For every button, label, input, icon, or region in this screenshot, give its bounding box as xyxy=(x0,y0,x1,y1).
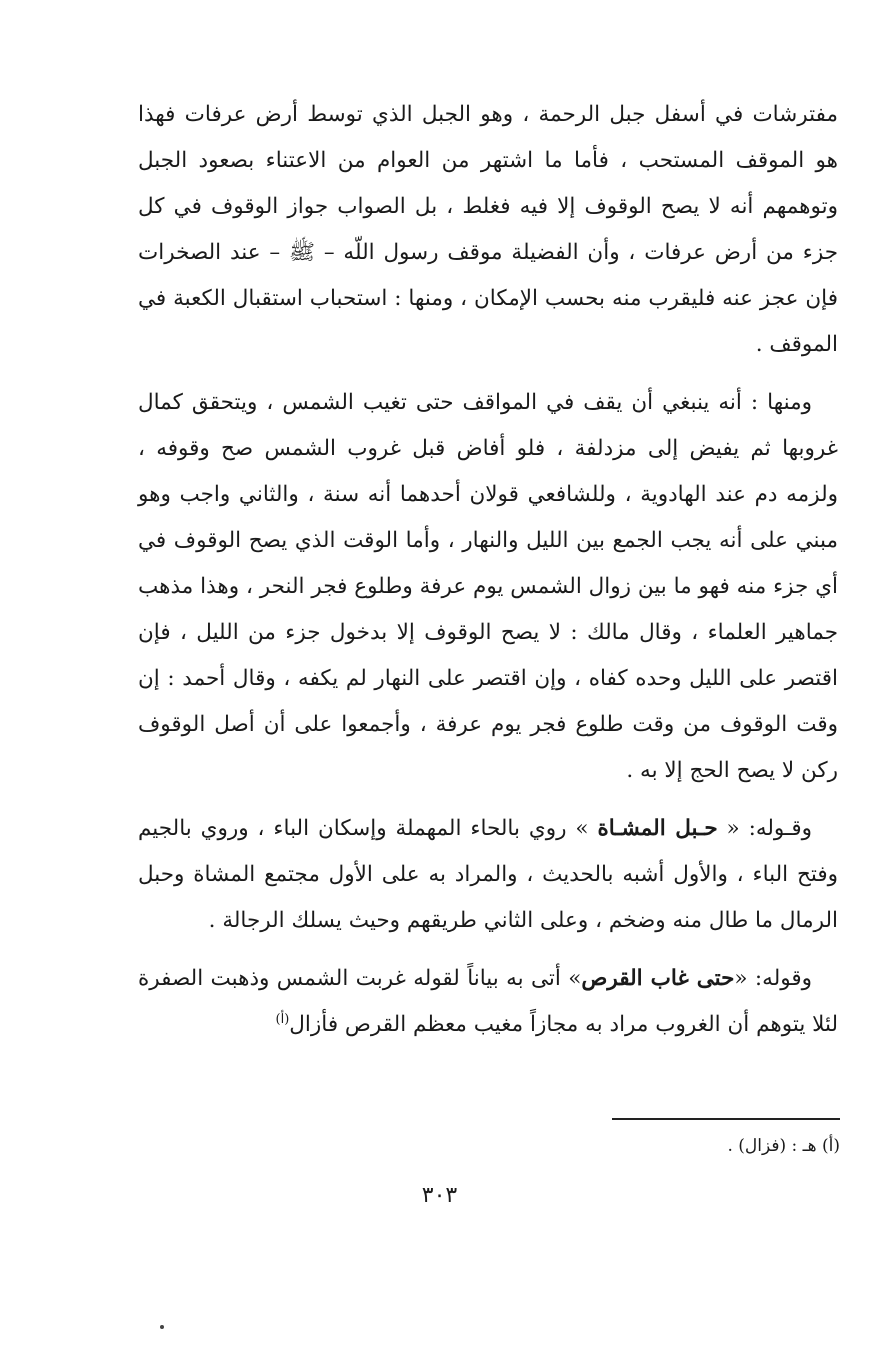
quoted-phrase: حـبل المشـاة xyxy=(597,816,718,841)
paragraph xyxy=(138,806,838,944)
page-number: ٣٠٣ xyxy=(421,1183,458,1208)
paragraph-text: ومنها : أنه ينبغي أن يقف في المواقف حتى تغيب الشمس ، ويتحقق كمال غروبها ثم يفيض إلى مزدلفة ، فلو أفاض قبل غروب الشمس صح وقوفه ، ولزمه دم عند الهادوية ، وللشافعي قولان أحدهما أنه سنة ، والثاني واجب وهو مبني على أنه يجب الجمع بين الليل والنهار ، وأما الوقت الذي يصح الوقوف في أي جزء منه فهو ما بين زوال الشمس يوم عرفة وطلوع فجر النحر ، وهذا مذهب جماهير العلماء ، وقال مالك : لا يصح الوقوف إلا بدخول جزء من الليل ، فإن اقتصر على الليل وحده كفاه ، وإن اقتصر على النهار لم يكفه ، وقال أحمد : إن وقت الوقوف من وقت طلوع فجر يوم عرفة ، وأجمعوا على أن أصل الوقوف ركن لا يصح الحج إلا به . xyxy=(138,390,838,783)
paragraph-text: » أتى به بياناً لقوله غربت الشمس وذهبت الصفرة لئلا يتوهم أن الغروب مراد به مجازاً مغيب معظم القرص فأزال xyxy=(138,966,838,1037)
footnote: (أ) هـ : (فزال) . xyxy=(727,1136,840,1156)
paragraph-text: » روي بالحاء المهملة وإسكان الباء ، وروي بالجيم وفتح الباء ، والأول أشبه بالحديث ، والمراد به على الأول مجتمع المشاة وحبل الرمال ما طال منه وضخم ، وعلى الثاني طريقهم وحيث يسلك الرجالة . xyxy=(138,816,838,933)
paragraph xyxy=(138,380,838,794)
paragraph xyxy=(138,956,838,1048)
paragraph-text: وقـوله: « xyxy=(717,816,812,841)
paragraph-text: وقوله: « xyxy=(734,966,813,991)
paragraph xyxy=(138,92,838,368)
footnote-marker: (أ) xyxy=(275,1011,290,1027)
body-text xyxy=(138,92,838,1060)
paragraph-text: مفترشات في أسفل جبل الرحمة ، وهو الجبل الذي توسط أرض عرفات فهذا هو الموقف المستحب ، فأما ما اشتهر من العوام من الاعتناء بصعود الجبل وتوهمهم أنه لا يصح الوقوف إلا فيه فغلط ، بل الصواب جواز الوقوف في كل جزء من أرض عرفات ، وأن الفضيلة موقف رسول اللّه – ﷺ – عند الصخرات فإن عجز عنه فليقرب منه بحسب الإمكان ، ومنها : استحباب استقبال الكعبة في الموقف . xyxy=(138,102,838,357)
scan-speck xyxy=(160,1325,164,1329)
quoted-phrase: حتى غاب القرص xyxy=(581,966,735,991)
footnote-divider xyxy=(612,1118,840,1120)
